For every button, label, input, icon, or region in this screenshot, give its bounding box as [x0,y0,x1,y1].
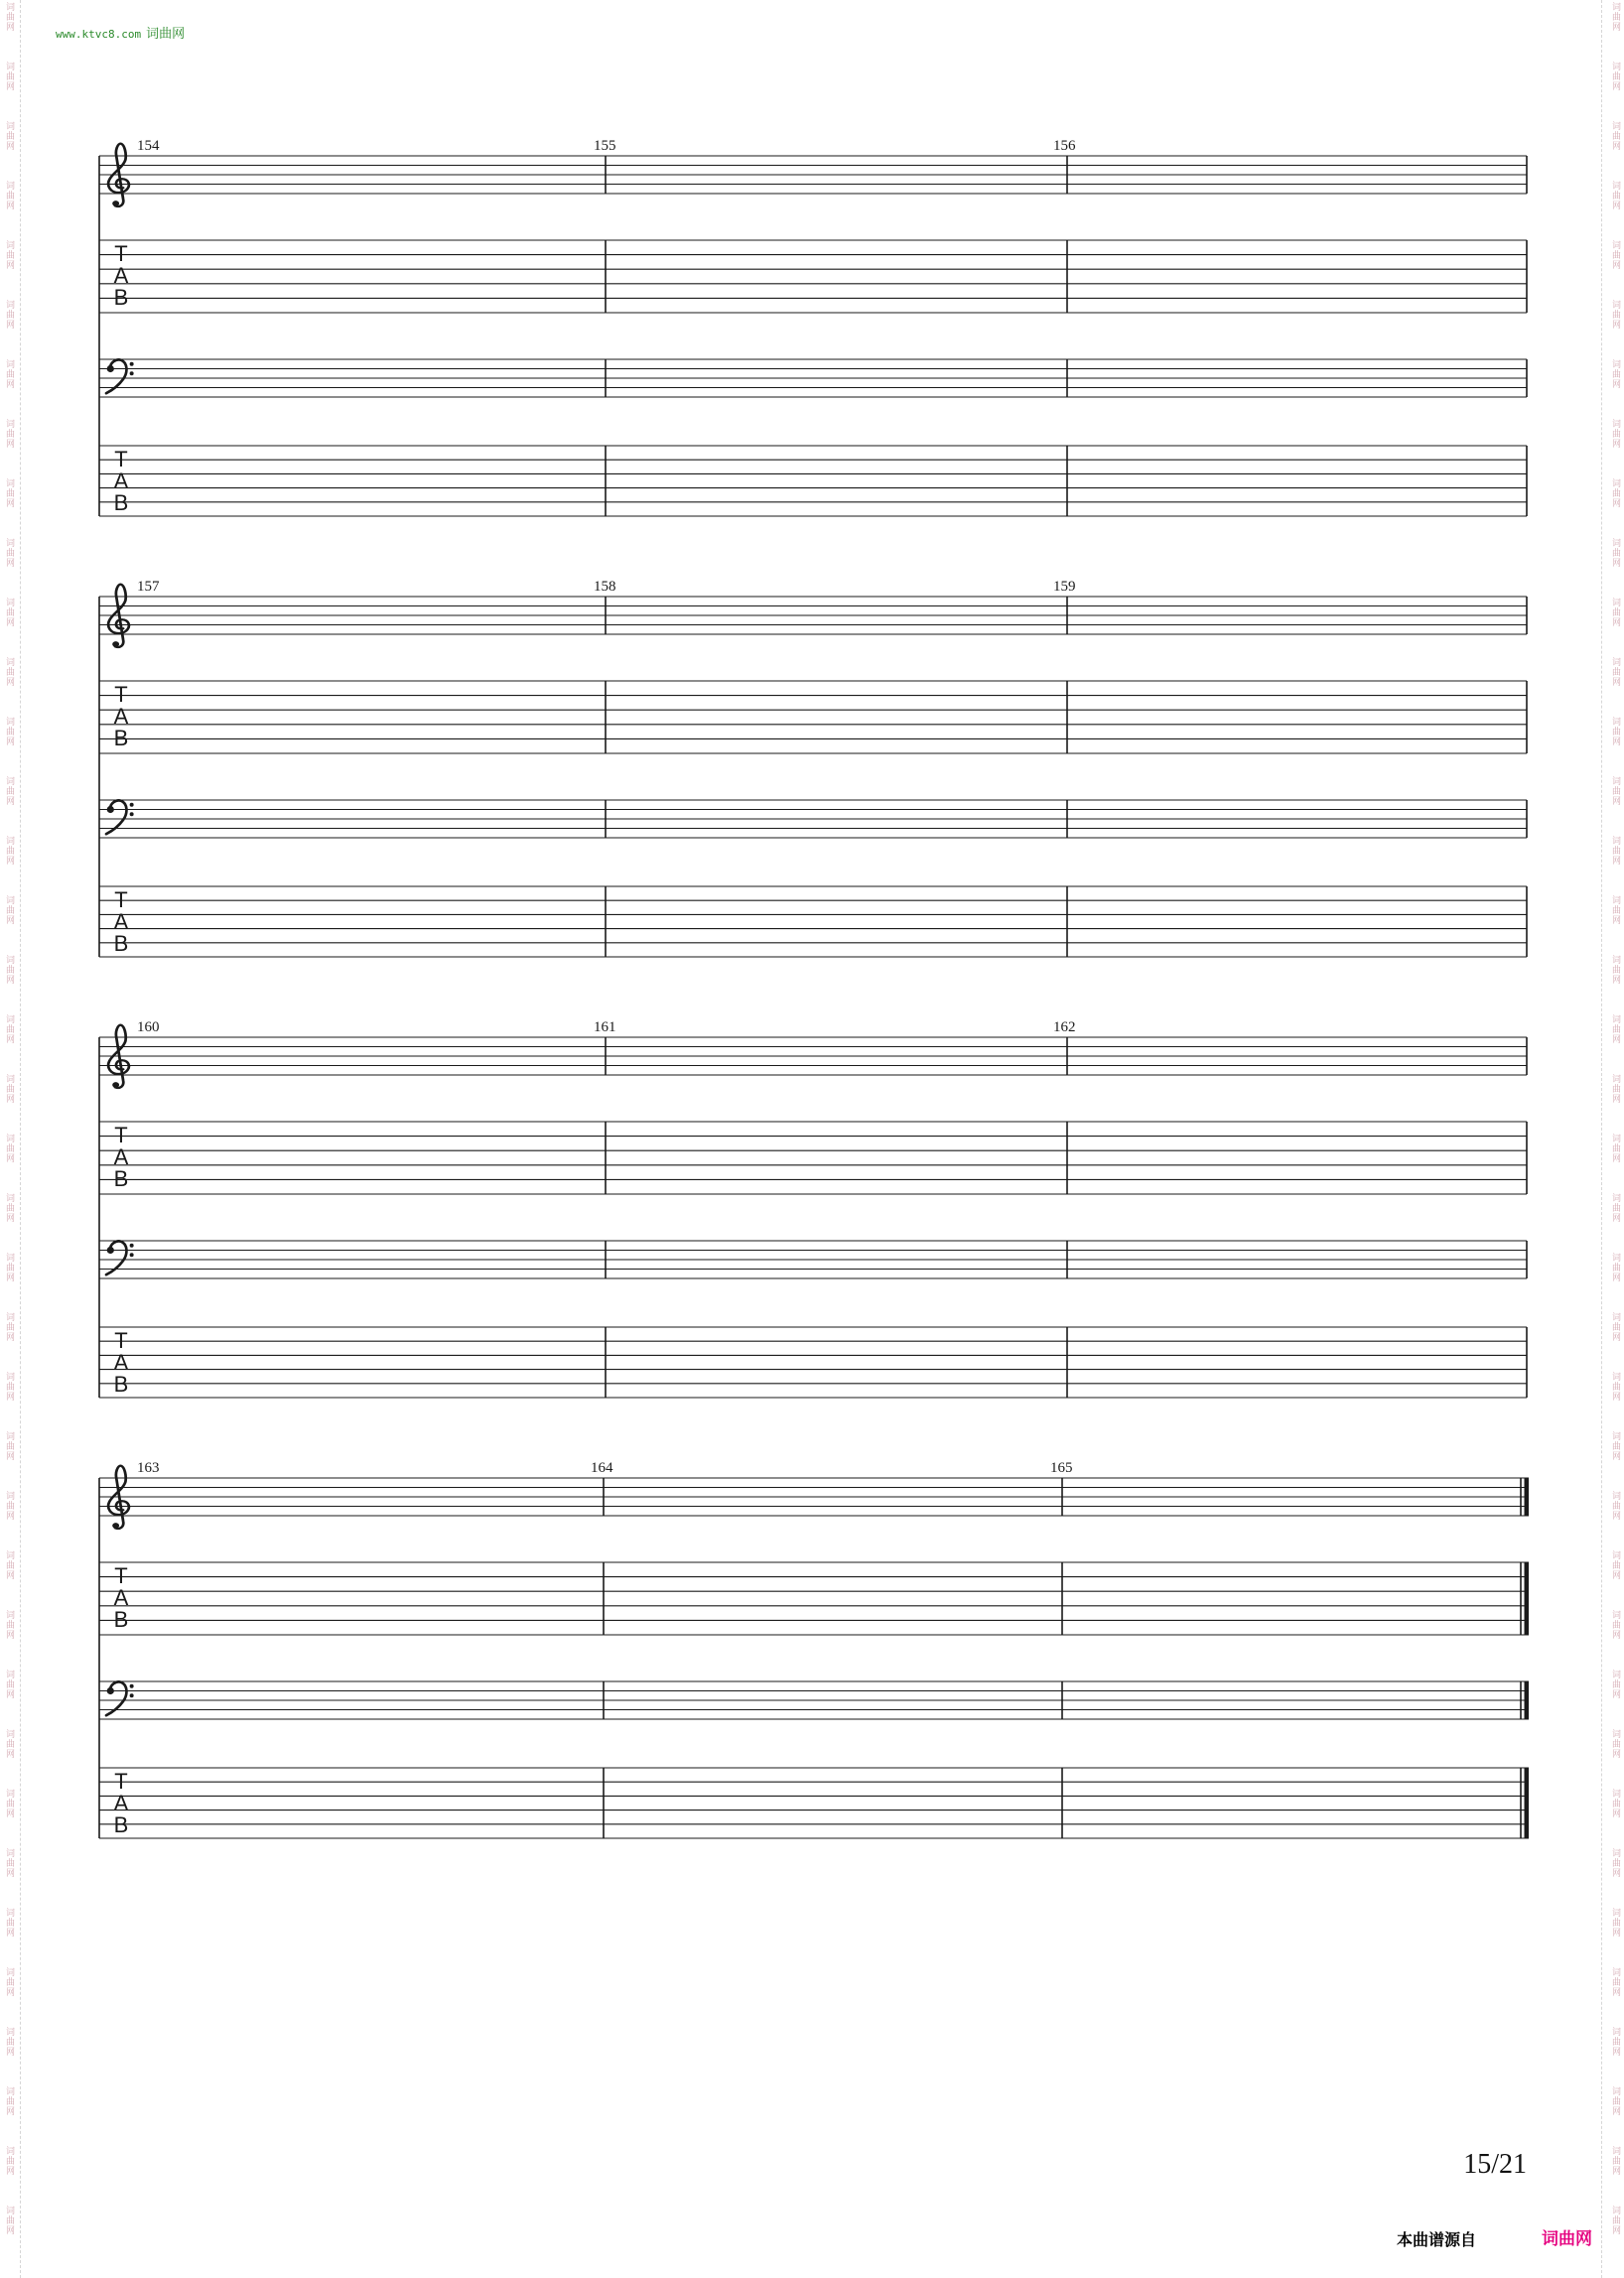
watermark-text: 词曲网 [1610,1491,1620,1521]
guitar-tab-staff [99,1122,1527,1194]
watermark-text: 词曲网 [1610,1670,1620,1699]
watermark-text: 词曲网 [4,300,14,330]
final-barline-thick [1525,1681,1530,1719]
measure-number: 160 [137,1019,160,1035]
bass-staff [99,1241,1527,1278]
watermark-text: 词曲网 [1610,657,1620,687]
watermark-text: 词曲网 [4,1014,14,1044]
bass-tab-staff [99,886,1527,957]
site-name: 词曲网 [146,27,186,42]
watermark-text: 词曲网 [1610,2027,1620,2057]
tab-letter: A [113,1585,129,1610]
watermark-text: 词曲网 [4,1372,14,1402]
measure-number: 158 [594,579,616,595]
tab-letter: B [113,1812,129,1837]
treble-staff [99,1025,1527,1088]
tab-letter: B [113,726,129,750]
watermark-text: 词曲网 [1610,1729,1620,1759]
measure-number: 164 [591,1460,613,1476]
treble-staff [99,144,1527,206]
treble-staff [99,585,1527,647]
tab-letter: T [114,1328,128,1353]
watermark-text: 词曲网 [1610,1312,1620,1342]
watermark-text: 词曲网 [1610,62,1620,91]
watermark-text: 词曲网 [4,1670,14,1699]
bass-clef-icon [106,1241,134,1274]
watermark-text: 词曲网 [4,1848,14,1878]
watermark-text: 词曲网 [1610,1431,1620,1461]
watermark-text: 词曲网 [1610,836,1620,866]
tab-letter: B [113,931,129,956]
score-system [99,579,1527,957]
tab-letter: B [113,1607,129,1632]
watermark-text: 词曲网 [1610,240,1620,270]
watermark-text: 词曲网 [1610,1014,1620,1044]
bass-staff [99,1681,1529,1719]
guitar-tab-staff [99,1562,1529,1635]
watermark-text: 词曲网 [1610,478,1620,508]
watermark-text: 词曲网 [4,895,14,925]
tab-clef-label [114,241,129,310]
bass-tab-staff [99,446,1527,516]
page-number: 15/21 [1463,2149,1527,2180]
watermark-text: 词曲网 [1610,1193,1620,1223]
watermark-text: 词曲网 [4,1908,14,1938]
tab-letter: B [113,1372,129,1397]
watermark-text: 词曲网 [4,1610,14,1640]
watermark-text: 词曲网 [4,2,14,32]
watermark-text: 词曲网 [4,419,14,449]
watermark-text: 词曲网 [4,836,14,866]
watermark-text: 词曲网 [1610,1550,1620,1580]
treble-staff [99,1466,1529,1529]
watermark-text: 词曲网 [1610,1848,1620,1878]
watermark-text: 词曲网 [1610,359,1620,389]
measure-number: 159 [1053,579,1076,595]
bass-clef-icon [106,800,134,834]
watermark-text: 词曲网 [4,1431,14,1461]
tab-letter: T [114,241,128,266]
watermark-text: 词曲网 [1610,300,1620,330]
watermark-text: 词曲网 [4,2146,14,2176]
tab-letter: A [113,704,129,729]
watermark-text: 词曲网 [1610,1610,1620,1640]
tab-letter: B [113,490,129,515]
score-system [99,1019,1527,1398]
tab-letter: T [114,887,128,912]
watermark-text: 词曲网 [1610,1908,1620,1938]
footer-source-label: 本曲谱源自 [1397,2230,1477,2249]
watermark-text: 词曲网 [4,1729,14,1759]
final-barline-thick [1525,1562,1530,1635]
watermark-text: 词曲网 [4,240,14,270]
watermark-text: 词曲网 [4,1074,14,1104]
watermark-text: 词曲网 [1610,2206,1620,2235]
tab-clef-label [114,1563,129,1632]
watermark-text: 词曲网 [1610,776,1620,806]
tab-letter: T [114,1769,128,1794]
watermark-text: 词曲网 [1610,1372,1620,1402]
tab-letter: A [113,909,129,934]
watermark-text: 词曲网 [1610,1967,1620,1997]
bass-tab-staff [99,1327,1527,1398]
score-system [99,138,1527,516]
measure-number: 163 [137,1460,160,1476]
watermark-text: 词曲网 [1610,2146,1620,2176]
watermark-text: 词曲网 [4,2206,14,2235]
watermark-text: 词曲网 [4,1550,14,1580]
bass-staff [99,800,1527,838]
watermark-text: 词曲网 [1610,1074,1620,1104]
watermark-text: 词曲网 [4,1789,14,1818]
final-barline-thick [1525,1768,1530,1838]
watermark-text: 词曲网 [4,955,14,985]
tab-clef-label [114,682,129,750]
watermark-text: 词曲网 [1610,1253,1620,1282]
tab-letter: T [114,447,128,471]
tab-clef-label [114,887,129,956]
watermark-text: 词曲网 [4,181,14,210]
bass-tab-staff [99,1768,1529,1838]
watermark-text: 词曲网 [1610,1134,1620,1163]
tab-clef-label [114,447,129,515]
watermark-text: 词曲网 [1610,895,1620,925]
tab-letter: A [113,1791,129,1815]
tab-letter: T [114,1563,128,1588]
tab-letter: B [113,285,129,310]
watermark-text: 词曲网 [4,776,14,806]
watermark-text: 词曲网 [4,478,14,508]
measure-number: 154 [137,138,160,154]
final-barline-thick [1525,1478,1530,1516]
guitar-tab-staff [99,681,1527,753]
watermark-text: 词曲网 [4,121,14,151]
tab-letter: A [113,1144,129,1169]
watermark-text: 词曲网 [4,1193,14,1223]
watermark-text: 词曲网 [1610,419,1620,449]
site-url: www.ktvc8.com [56,28,142,41]
watermark-text: 词曲网 [4,717,14,746]
tab-letter: A [113,263,129,288]
measure-number: 155 [594,138,616,154]
tab-letter: T [114,682,128,707]
tab-letter: B [113,1166,129,1191]
measure-number: 156 [1053,138,1076,154]
measure-number: 162 [1053,1019,1076,1035]
watermark-text: 词曲网 [1610,955,1620,985]
watermark-text: 词曲网 [4,538,14,568]
bass-clef-icon [106,359,134,393]
tab-letter: T [114,1123,128,1147]
watermark-text: 词曲网 [1610,2,1620,32]
bass-clef-icon [106,1681,134,1715]
watermark-text: 词曲网 [1610,121,1620,151]
score-system [99,1460,1529,1838]
watermark-text: 词曲网 [4,2027,14,2057]
watermark-text: 词曲网 [4,598,14,627]
watermark-text: 词曲网 [1610,598,1620,627]
bass-staff [99,359,1527,397]
guitar-tab-staff [99,240,1527,313]
watermark-text: 词曲网 [1610,1789,1620,1818]
watermark-text: 词曲网 [1610,717,1620,746]
watermark-text: 词曲网 [4,1253,14,1282]
tab-letter: A [113,469,129,493]
watermark-text: 词曲网 [1610,538,1620,568]
measure-number: 161 [594,1019,616,1035]
watermark-text: 词曲网 [4,1312,14,1342]
watermark-text: 词曲网 [1610,2086,1620,2116]
watermark-text: 词曲网 [4,2086,14,2116]
footer-source-site: 词曲网 [1542,2229,1592,2249]
watermark-text: 词曲网 [4,1967,14,1997]
measure-number: 157 [137,579,160,595]
watermark-text: 词曲网 [4,359,14,389]
tab-clef-label [114,1123,129,1191]
watermark-text: 词曲网 [4,62,14,91]
watermark-text: 词曲网 [4,1134,14,1163]
watermark-text: 词曲网 [4,1491,14,1521]
watermark-text: 词曲网 [4,657,14,687]
tab-clef-label [114,1769,129,1837]
tab-letter: A [113,1350,129,1375]
tab-clef-label [114,1328,129,1397]
measure-number: 165 [1050,1460,1073,1476]
watermark-text: 词曲网 [1610,181,1620,210]
